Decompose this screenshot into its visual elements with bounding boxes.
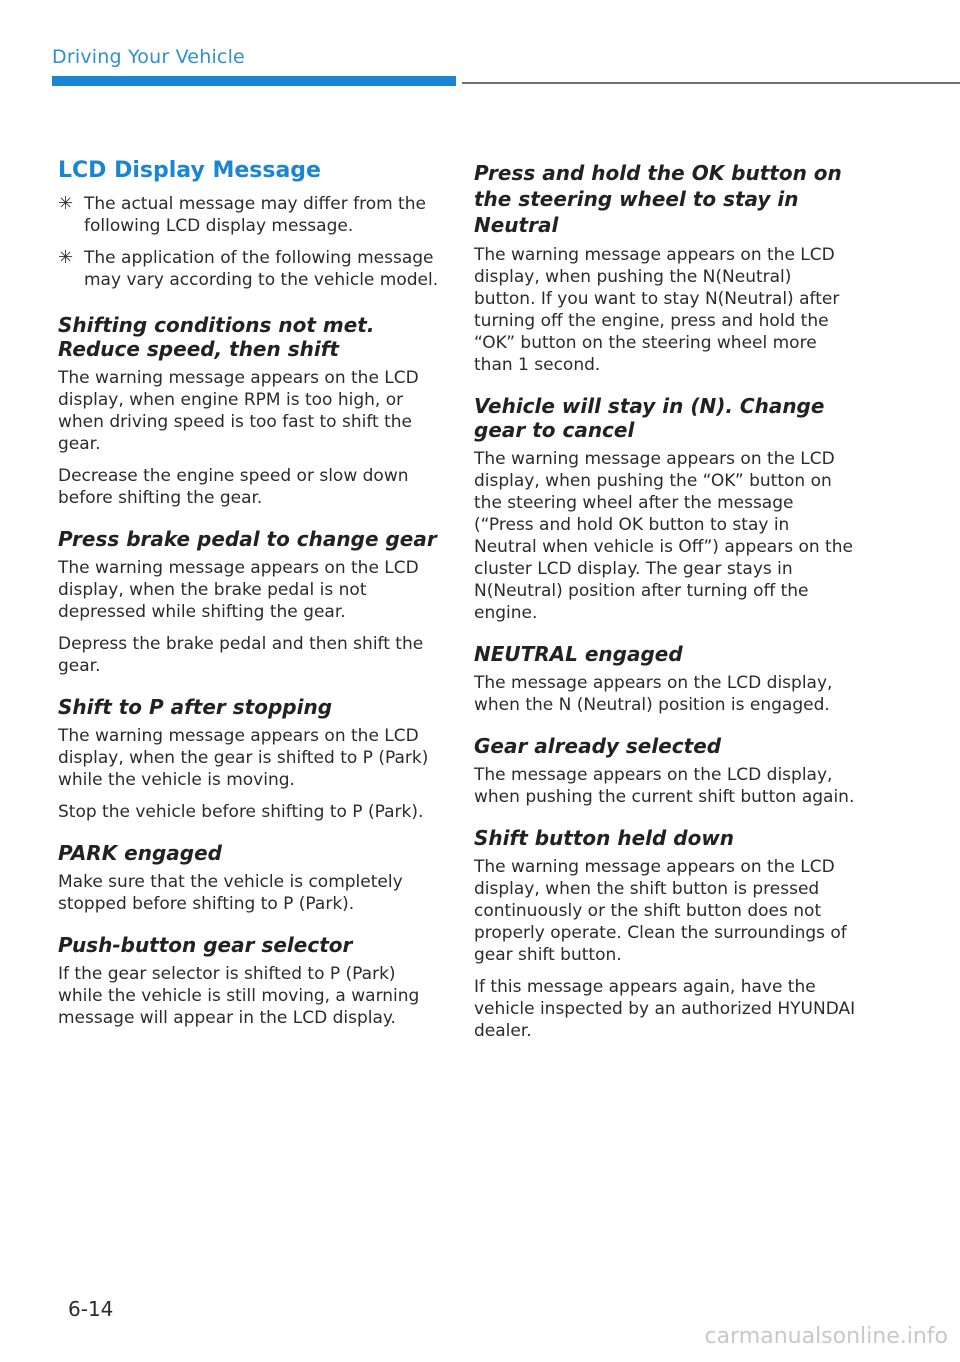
message-paragraph: The warning message appears on the LCD display, when the brake pedal is not depressed while shifting the gear. — [58, 558, 419, 622]
message-paragraph: If the gear selector is shifted to P (Park) while the vehicle is still moving, a warning message will appear in the LCD display. — [58, 964, 420, 1028]
right-column — [474, 160, 856, 1052]
asterisk-icon: ✳ — [58, 193, 74, 214]
message-paragraph: Depress the brake pedal and then shift the gear. — [58, 634, 424, 676]
note-item — [58, 193, 440, 237]
message-heading: Shift button held down — [474, 826, 735, 850]
message-paragraph: If this message appears again, have the vehicle inspected by an authorized HYUNDAI dealer. — [474, 977, 856, 1041]
message-heading: Press and hold the OK button on the steering wheel to stay in Neutral — [474, 161, 842, 237]
message-paragraph: The warning message appears on the LCD display, when the gear is shifted to P (Park) while the vehicle is moving. — [58, 726, 429, 790]
section-title: LCD Display Message — [58, 158, 321, 183]
message-heading: Shift to P after stopping — [58, 695, 333, 719]
message-paragraph: The message appears on the LCD display, when the N (Neutral) position is engaged. — [474, 673, 833, 715]
message-paragraph: The warning message appears on the LCD display, when the shift button is pressed continuously or the shift button does not properly operate. Clean the surroundings of gear shift button. — [474, 857, 847, 965]
message-paragraph: The warning message appears on the LCD display, when engine RPM is too high, or when driving speed is too fast to shift the gear. — [58, 368, 419, 454]
message-paragraph: The message appears on the LCD display, when pushing the current shift button again. — [474, 765, 855, 807]
message-heading: NEUTRAL engaged — [474, 642, 683, 666]
message-heading: Vehicle will stay in (N). Change gear to cancel — [474, 394, 825, 442]
message-paragraph: The warning message appears on the LCD display, when pushing the “OK” button on the steering wheel after the message (“Press and hold OK button to stay in Neutral when vehicle is Off”) appears on the cluster LCD display. The gear stays in N(Neutral) position after turning off the engine. — [474, 449, 853, 623]
message-heading: Press brake pedal to change gear — [58, 527, 437, 551]
message-heading: PARK engaged — [58, 841, 222, 865]
message-paragraph: Make sure that the vehicle is completely stopped before shifting to P (Park). — [58, 872, 403, 914]
left-column — [58, 158, 440, 1039]
watermark-text: carmanualsonline.info — [704, 1324, 948, 1349]
asterisk-icon: ✳ — [58, 247, 74, 268]
page-header-title: Driving Your Vehicle — [52, 46, 245, 68]
message-paragraph: The warning message appears on the LCD display, when pushing the N(Neutral) button. If you want to stay N(Neutral) after turning off the engine, press and hold the “OK” button on the steering wheel more than 1 second. — [474, 245, 840, 375]
message-heading: Shifting conditions not met. Reduce speed, then shift — [58, 313, 375, 361]
header-accent-bar — [52, 76, 456, 86]
page-number: 6-14 — [68, 1297, 114, 1321]
message-heading: Gear already selected — [474, 734, 722, 758]
message-paragraph: Stop the vehicle before shifting to P (Park). — [58, 802, 424, 822]
note-item — [58, 247, 440, 291]
header-divider — [462, 82, 960, 84]
note-text: The actual message may differ from the following LCD display message. — [84, 194, 426, 236]
note-text: The application of the following message may vary according to the vehicle model. — [84, 248, 439, 290]
message-paragraph: Decrease the engine speed or slow down before shifting the gear. — [58, 466, 409, 508]
message-heading: Push-button gear selector — [58, 933, 353, 957]
